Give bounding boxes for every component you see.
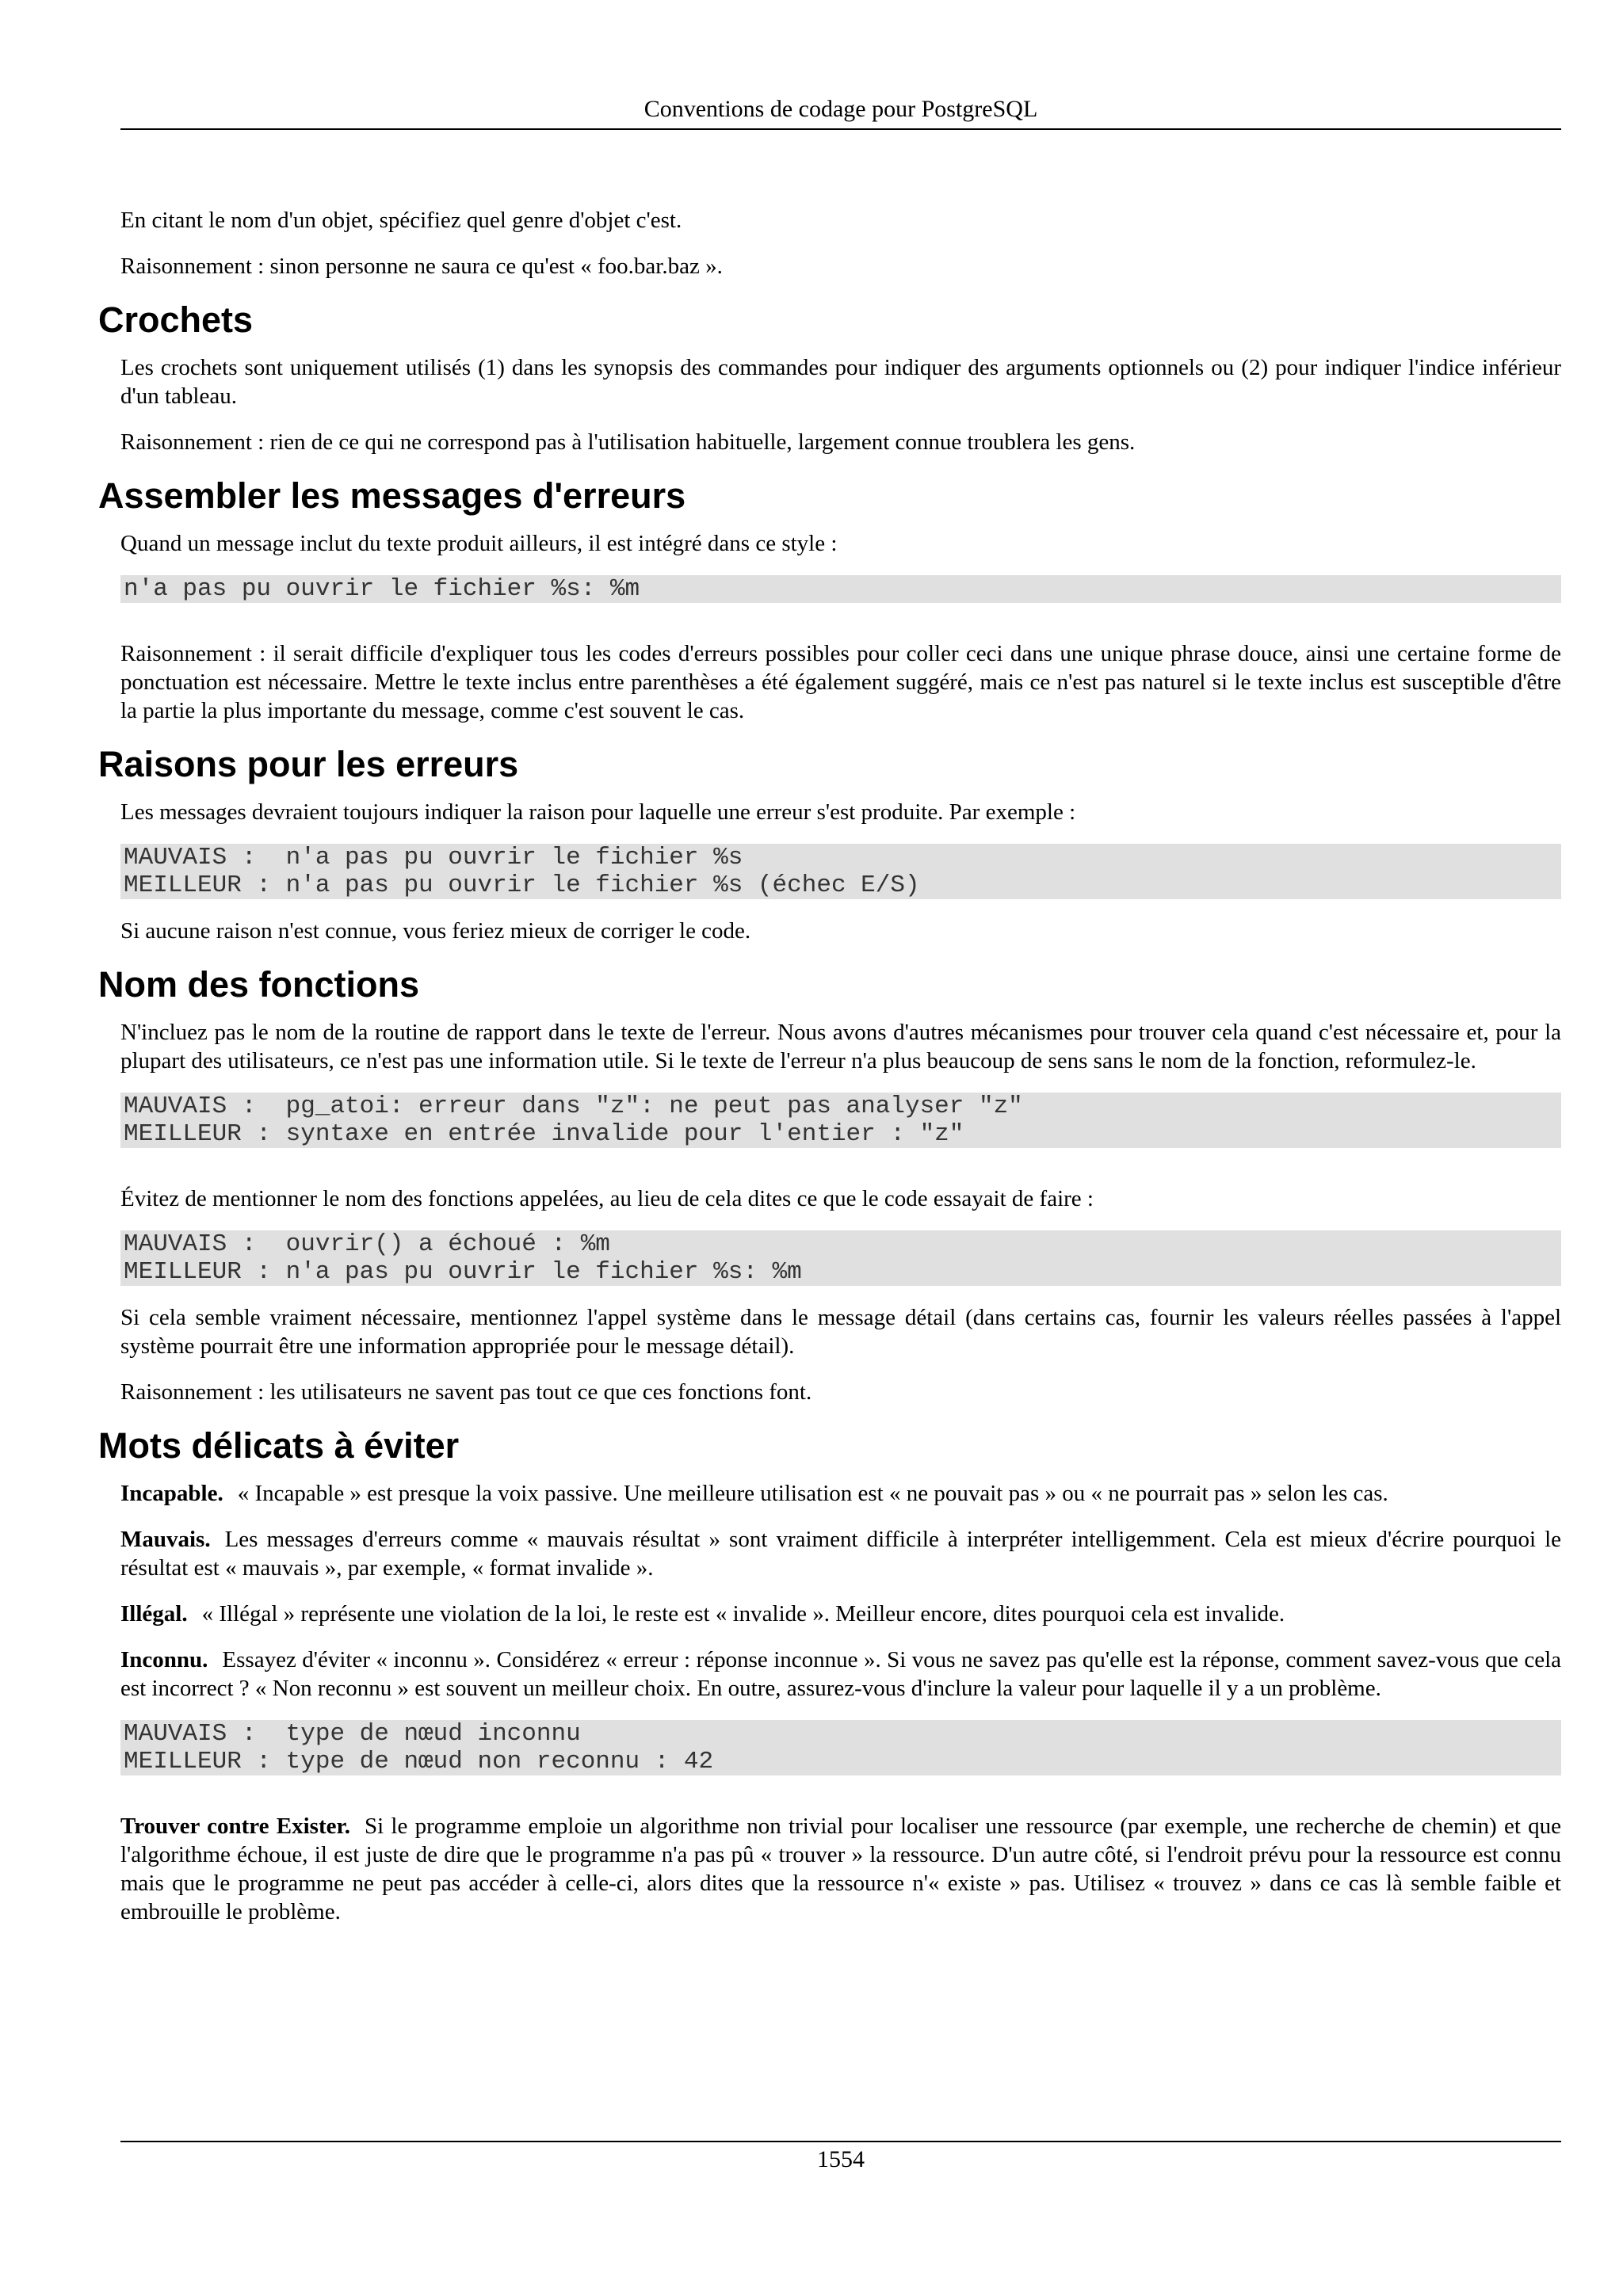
- term-description: Essayez d'éviter « inconnu ». Considérez « erreur : réponse inconnue ». Si vous ne savez pas qu'elle est la réponse, comment savez-vous que cela est incorrect ? « Non reconnu » est souvent un meilleur choix. En outre, assurez-vous d'inclure la valeur pour laquelle il y a un problème.: [120, 1647, 1561, 1701]
- fonctions-paragraph-3: Si cela semble vraiment nécessaire, mentionnez l'appel système dans le message détail (dans certains cas, fournir les valeurs réelles passées à l'appel système pourrait être une information appropriée pour le message détail).: [120, 1305, 1561, 1359]
- header-rule: [120, 128, 1561, 130]
- term-trouver: [120, 1812, 1561, 1926]
- fonctions-rationale: Raisonnement : les utilisateurs ne savent pas tout ce que ces fonctions font.: [120, 1379, 812, 1405]
- term-label: Trouver contre Exister.: [120, 1814, 350, 1839]
- raisons-paragraph: Les messages devraient toujours indiquer la raison pour laquelle une erreur s'est produite. Par exemple :: [120, 799, 1076, 825]
- term-description: « Incapable » est presque la voix passive. Une meilleure utilisation est « ne pouvait pas » ou « ne pourrait pas » selon les cas.: [237, 1481, 1388, 1506]
- term-description: « Illégal » représente une violation de la loi, le reste est « invalide ». Meilleur encore, dites pourquoi cela est invalide.: [201, 1601, 1285, 1627]
- fonctions-paragraph: N'incluez pas le nom de la routine de rapport dans le texte de l'erreur. Nous avons d'autres mécanismes pour trouver cela quand c'est nécessaire et, pour la plupart des utilisateurs, ce n'est pas une information utile. Si le texte de l'erreur n'a plus beaucoup de sens sans le nom de la fonction, reformulez-le.: [120, 1020, 1561, 1074]
- term-inconnu: [120, 1646, 1561, 1703]
- raisons-note: Si aucune raison n'est connue, vous feriez mieux de corriger le code.: [120, 918, 751, 944]
- page-content: [98, 206, 1561, 1943]
- crochets-paragraph: Les crochets sont uniquement utilisés (1) dans les synopsis des commandes pour indiquer des arguments optionnels ou (2) pour indiquer l'indice inférieur d'un tableau.: [120, 355, 1561, 409]
- term-description: Les messages d'erreurs comme « mauvais résultat » sont vraiment difficile à interpréter intelligemment. Cela est mieux d'écrire pourquoi le résultat est « mauvais », par exemple, « format invalide ».: [120, 1527, 1561, 1581]
- code-block: MAUVAIS : pg_atoi: erreur dans "z": ne peut pas analyser "z" MEILLEUR : syntaxe en entrée invalide pour l'entier : "z": [120, 1093, 1561, 1148]
- crochets-rationale: Raisonnement : rien de ce qui ne correspond pas à l'utilisation habituelle, largement connue troublera les gens.: [120, 429, 1136, 455]
- assembler-rationale: Raisonnement : il serait difficile d'expliquer tous les codes d'erreurs possibles pour coller ceci dans une unique phrase douce, ainsi une certaine forme de ponctuation est nécessaire. Mettre le texte inclus entre parenthèses a été également suggéré, mais ce n'est pas naturel si le texte inclus est susceptible d'être la partie la plus importante du message, comme c'est souvent le cas.: [120, 641, 1561, 723]
- term-label: Inconnu.: [120, 1647, 208, 1672]
- fonctions-paragraph-2: Évitez de mentionner le nom des fonctions appelées, au lieu de cela dites ce que le code essayait de faire :: [120, 1186, 1094, 1211]
- section-heading-assembler: Assembler les messages d'erreurs: [98, 475, 686, 516]
- section-heading-crochets: Crochets: [98, 299, 254, 340]
- intro-paragraph: En citant le nom d'un objet, spécifiez quel genre d'objet c'est.: [120, 208, 682, 233]
- code-block: MAUVAIS : type de nœud inconnu MEILLEUR : type de nœud non reconnu : 42: [120, 1720, 1561, 1775]
- term-illegal: [120, 1600, 1561, 1628]
- term-incapable: [120, 1479, 1561, 1508]
- term-label: Incapable.: [120, 1481, 223, 1506]
- term-label: Mauvais.: [120, 1527, 211, 1552]
- code-block: MAUVAIS : n'a pas pu ouvrir le fichier %s MEILLEUR : n'a pas pu ouvrir le fichier %s (échec E/S): [120, 844, 1561, 899]
- page-header-title: Conventions de codage pour PostgreSQL: [643, 96, 1038, 122]
- page-number: 1554: [817, 2146, 865, 2172]
- section-heading-fonctions: Nom des fonctions: [98, 964, 420, 1005]
- intro-rationale: Raisonnement : sinon personne ne saura ce qu'est « foo.bar.baz ».: [120, 254, 723, 279]
- term-mauvais: [120, 1525, 1561, 1582]
- term-description: Si le programme emploie un algorithme non trivial pour localiser une ressource (par exemple, une recherche de chemin) et que l'algorithme échoue, il est juste de dire que le programme n'a pas pû « trouver » la ressource. D'un autre côté, si l'endroit prévu pour la ressource est connu mais que le programme ne peut pas accéder à celle-ci, alors dites que la ressource n'« existe » pas. Utilisez « trouvez » dans ce cas là semble faible et embrouille le problème.: [120, 1814, 1562, 1924]
- section-heading-mots: Mots délicats à éviter: [98, 1425, 460, 1466]
- term-label: Illégal.: [120, 1601, 188, 1627]
- footer-rule: [120, 2141, 1561, 2142]
- code-block: MAUVAIS : ouvrir() a échoué : %m MEILLEUR : n'a pas pu ouvrir le fichier %s: %m: [120, 1230, 1561, 1286]
- code-block: n'a pas pu ouvrir le fichier %s: %m: [120, 575, 1561, 603]
- assembler-paragraph: Quand un message inclut du texte produit ailleurs, il est intégré dans ce style :: [120, 531, 838, 556]
- section-heading-raisons: Raisons pour les erreurs: [98, 744, 519, 784]
